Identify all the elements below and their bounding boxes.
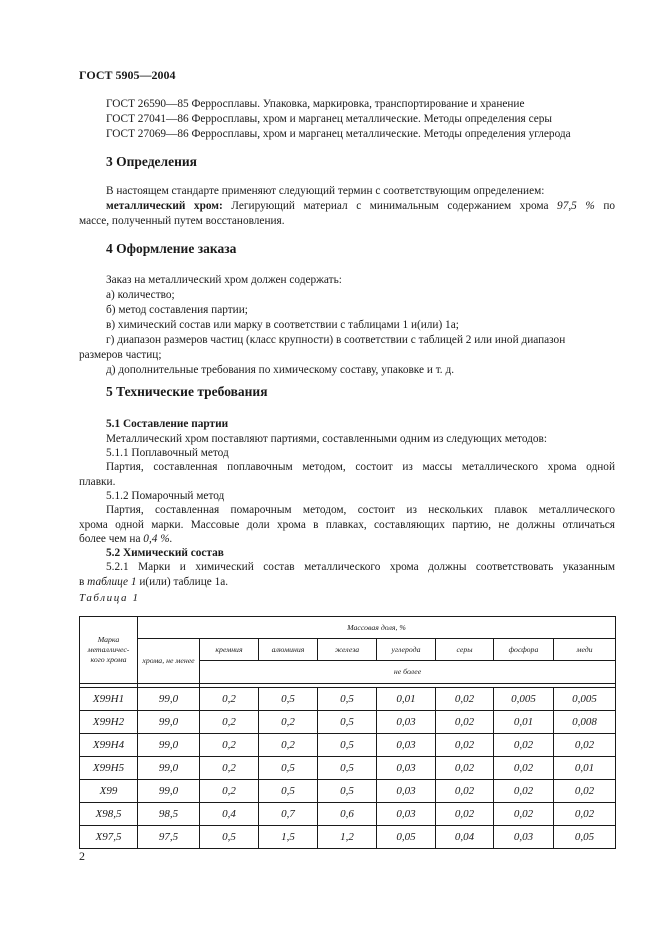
value-cell: 0,2 [259, 734, 318, 757]
value-cell: 0,02 [494, 757, 554, 780]
value-cell: 0,2 [259, 711, 318, 734]
subsection-5-1-1-title: 5.1.1 Поплавочный метод [106, 447, 229, 459]
value-cell: 0,005 [554, 688, 616, 711]
value-cell: 0,2 [200, 711, 259, 734]
subsection-5-1-title: 5.1 Составление партии [106, 418, 229, 430]
order-item-a: а) количество; [106, 289, 175, 301]
value-cell: 0,02 [436, 780, 494, 803]
section-4-intro: Заказ на металлический хром должен содержать: [106, 274, 342, 286]
table-row [80, 757, 616, 780]
section-4-title: 4 Оформление заказа [106, 241, 237, 256]
value-cell: 0,03 [377, 711, 436, 734]
value-cell: 99,0 [138, 711, 200, 734]
value-cell: 0,2 [200, 757, 259, 780]
value-cell: 0,5 [259, 757, 318, 780]
value-cell: 0,5 [318, 780, 377, 803]
grade-cell: Х99Н4 [80, 734, 138, 757]
element-header: фосфора [494, 639, 554, 661]
table-row [80, 826, 616, 849]
reference-3: ГОСТ 27069—86 Ферросплавы, хром и марганец металлические. Методы определения углерода [106, 128, 571, 140]
grade-cell: Х99Н2 [80, 711, 138, 734]
element-header: углерода [377, 639, 436, 661]
value-cell: 0,2 [200, 734, 259, 757]
value-cell: 98,5 [138, 803, 200, 826]
value-cell: 0,02 [436, 803, 494, 826]
table-caption: Таблица 1 [79, 592, 140, 604]
value-cell: 0,008 [554, 711, 616, 734]
grade-cell: Х99Н5 [80, 757, 138, 780]
difference-text: более чем на [79, 533, 141, 545]
table-reference: таблице 1 [87, 576, 137, 588]
order-item-b: б) метод составления партии; [106, 304, 248, 316]
table-reference-post: и(или) таблице 1а. [139, 576, 229, 588]
value-cell: 99,0 [138, 780, 200, 803]
value-cell: 0,5 [318, 734, 377, 757]
table-row [80, 803, 616, 826]
max-header: не более [200, 661, 616, 684]
table-row [80, 734, 616, 757]
subsection-5-1-1-line-1: Партия, составленная поплавочным методом, состоит из массы металлического хрома одной [106, 461, 615, 473]
value-cell: 0,02 [494, 780, 554, 803]
value-cell: 0,04 [436, 826, 494, 849]
subsection-5-1-2-line-1: Партия, составленная помарочным методом, состоит из нескольких плавок металлического [106, 504, 615, 516]
element-header: серы [436, 639, 494, 661]
grade-cell: Х99 [80, 780, 138, 803]
subsection-5-1-1-line-2: плавки. [79, 476, 116, 488]
value-cell: 0,02 [436, 711, 494, 734]
subsection-5-2-title: 5.2 Химический состав [106, 547, 224, 559]
value-cell: 1,2 [318, 826, 377, 849]
order-item-g-line-1: г) диапазон размеров частиц (класс крупности) в соответствии с таблицей 2 или иной диапазон [106, 334, 566, 346]
subsection-5-2-1-line-2 [79, 575, 228, 590]
value-cell: 0,02 [554, 803, 616, 826]
subsection-5-2-1-line-1: 5.2.1 Марки и химический состав металлического хрома должны соответствовать указанным [106, 561, 615, 573]
section-3-title: 3 Определения [106, 154, 197, 169]
order-item-v: в) химический состав или марку в соответствии с таблицами 1 и(или) 1а; [106, 319, 459, 331]
value-cell: 0,02 [554, 734, 616, 757]
composition-table [79, 616, 616, 849]
value-cell: 0,01 [494, 711, 554, 734]
element-header: железа [318, 639, 377, 661]
value-cell: 0,02 [494, 734, 554, 757]
definition-term: металлический хром: [106, 200, 223, 212]
value-cell: 0,03 [377, 757, 436, 780]
value-cell: 0,03 [494, 826, 554, 849]
element-header: меди [554, 639, 616, 661]
subsection-5-1-2-line-3 [79, 532, 172, 547]
value-cell: 0,03 [377, 734, 436, 757]
section-3-intro: В настоящем стандарте применяют следующий термин с соответствующим определением: [106, 185, 545, 197]
order-item-g-line-2: размеров частиц; [79, 349, 162, 361]
definition-line-1 [106, 199, 615, 214]
value-cell: 0,05 [377, 826, 436, 849]
subsection-5-1-2-title: 5.1.2 Помарочный метод [106, 490, 225, 502]
value-cell: 0,5 [318, 757, 377, 780]
value-cell: 1,5 [259, 826, 318, 849]
order-item-d: д) дополнительные требования по химическому составу, упаковке и т. д. [106, 364, 455, 376]
value-cell: 0,4 [200, 803, 259, 826]
value-cell: 0,5 [259, 780, 318, 803]
reference-2: ГОСТ 27041—86 Ферросплавы, хром и марганец металлические. Методы определения серы [106, 113, 552, 125]
difference-value: 0,4 %. [143, 533, 173, 545]
value-cell: 0,7 [259, 803, 318, 826]
document-code: ГОСТ 5905—2004 [79, 68, 176, 82]
section-5-title: 5 Технические требования [106, 384, 268, 399]
definition-value: 97,5 % [557, 200, 595, 212]
value-cell: 0,5 [318, 688, 377, 711]
table-reference-pre: в [79, 576, 85, 588]
value-cell: 0,03 [377, 780, 436, 803]
value-cell: 0,2 [200, 780, 259, 803]
value-cell: 0,02 [554, 780, 616, 803]
grade-cell: Х98,5 [80, 803, 138, 826]
table-row [80, 688, 616, 711]
value-cell: 0,2 [200, 688, 259, 711]
value-cell: 0,03 [377, 803, 436, 826]
subsection-5-1-text: Металлический хром поставляют партиями, составленными одним из следующих методов: [106, 433, 548, 445]
value-cell: 0,02 [494, 803, 554, 826]
value-cell: 0,005 [494, 688, 554, 711]
value-cell: 99,0 [138, 734, 200, 757]
value-cell: 0,5 [200, 826, 259, 849]
grade-cell: Х97,5 [80, 826, 138, 849]
value-cell: 0,5 [318, 711, 377, 734]
value-cell: 0,05 [554, 826, 616, 849]
grade-cell: Х99Н1 [80, 688, 138, 711]
definition-line-2: массе, полученный путем восстановления. [79, 215, 285, 227]
value-cell: 97,5 [138, 826, 200, 849]
value-cell: 99,0 [138, 688, 200, 711]
value-cell: 0,5 [259, 688, 318, 711]
element-header: алюминия [259, 639, 318, 661]
value-cell: 99,0 [138, 757, 200, 780]
definition-text: Легирующий материал с минимальным содержанием хрома [231, 200, 549, 212]
value-cell: 0,6 [318, 803, 377, 826]
table-row [80, 711, 616, 734]
reference-1: ГОСТ 26590—85 Ферросплавы. Упаковка, маркировка, транспортирование и хранение [106, 98, 525, 110]
grade-header: Марка металличес-кого хрома [80, 617, 138, 684]
value-cell: 0,01 [554, 757, 616, 780]
table-row [80, 780, 616, 803]
subsection-5-1-2-line-2: хрома одной марки. Массовые доли хрома в плавках, составляющих партию, не должны отличаться [79, 519, 615, 531]
value-cell: 0,02 [436, 757, 494, 780]
definition-end: по [603, 200, 616, 212]
page-number: 2 [79, 849, 85, 863]
value-cell: 0,02 [436, 688, 494, 711]
value-cell: 0,01 [377, 688, 436, 711]
mass-fraction-header: Массовая доля, % [138, 617, 616, 639]
element-header: кремния [200, 639, 259, 661]
value-cell: 0,02 [436, 734, 494, 757]
chrome-header: хрома, не менее [138, 639, 200, 684]
